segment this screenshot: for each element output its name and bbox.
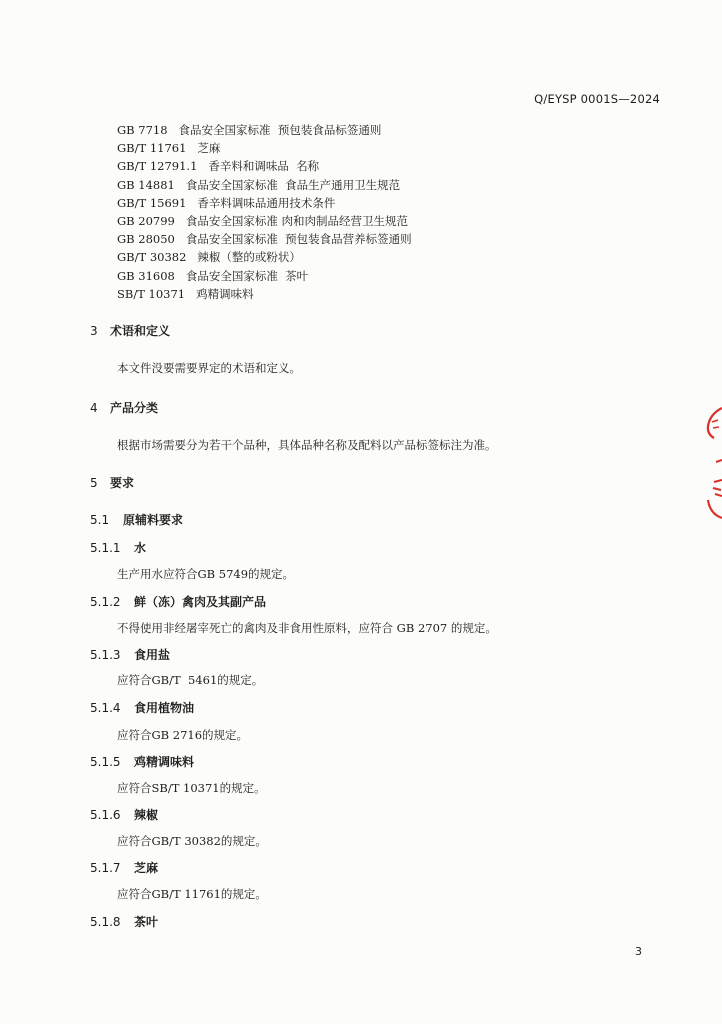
section-number: 5.1.8 <box>90 915 121 929</box>
section-5-1-1-heading <box>90 539 146 556</box>
reference-item: GB/T 30382 辣椒（整的或粉状） <box>117 250 301 265</box>
section-5-heading <box>90 474 134 491</box>
reference-item: SB/T 10371 鸡精调味料 <box>117 286 254 301</box>
section-title: 产品分类 <box>110 401 159 415</box>
reference-item: GB/T 15691 香辛料调味品通用技术条件 <box>117 195 336 210</box>
section-number: 5.1 <box>90 513 110 527</box>
section-5-1-5-heading <box>90 753 194 770</box>
section-number: 5.1.5 <box>90 755 121 769</box>
reference-item: GB 20799 食品安全国家标准 肉和肉制品经营卫生规范 <box>117 214 408 229</box>
section-5-1-2-heading <box>90 593 266 610</box>
section-number: 5.1.4 <box>90 701 121 715</box>
reference-item: GB/T 12791.1 香辛料和调味品 名称 <box>117 159 320 174</box>
seal-stamp-fragment <box>702 400 722 520</box>
section-4-heading <box>90 399 158 416</box>
section-3-text: 本文件没要需要界定的术语和定义。 <box>117 361 301 375</box>
section-title: 鲜（冻）禽肉及其副产品 <box>134 595 267 609</box>
section-title: 辣椒 <box>134 808 159 822</box>
section-title: 茶叶 <box>134 915 159 929</box>
section-5-1-4-heading <box>90 699 194 716</box>
section-title: 食用植物油 <box>134 701 195 715</box>
section-number: 5.1.3 <box>90 648 121 662</box>
reference-item: GB 31608 食品安全国家标准 茶叶 <box>117 268 309 283</box>
section-number: 4 <box>90 401 98 415</box>
section-title: 术语和定义 <box>110 324 171 338</box>
reference-item: GB 14881 食品安全国家标准 食品生产通用卫生规范 <box>117 177 401 192</box>
section-number: 5.1.2 <box>90 595 121 609</box>
section-5-1-6-heading <box>90 806 158 823</box>
section-3-heading <box>90 322 170 339</box>
section-title: 原辅料要求 <box>123 513 184 527</box>
section-title: 水 <box>134 541 147 555</box>
section-5-1-7-heading <box>90 859 158 876</box>
section-number: 5 <box>90 476 98 490</box>
section-5-1-6-text: 应符合GB/T 30382的规定。 <box>117 834 267 848</box>
reference-item: GB/T 11761 芝麻 <box>117 141 221 156</box>
section-title: 鸡精调味料 <box>134 755 195 769</box>
section-5-1-1-text: 生产用水应符合GB 5749的规定。 <box>117 567 295 581</box>
section-number: 3 <box>90 324 98 338</box>
normative-references-list <box>117 121 412 303</box>
section-5-1-heading <box>90 511 183 528</box>
reference-item: GB 28050 食品安全国家标准 预包装食品营养标签通则 <box>117 232 412 247</box>
reference-item: GB 7718 食品安全国家标准 预包装食品标签通则 <box>117 123 382 137</box>
section-5-1-2-text: 不得使用非经屠宰死亡的禽肉及非食用性原料，应符合 GB 2707 的规定。 <box>117 621 497 635</box>
section-5-1-5-text: 应符合SB/T 10371的规定。 <box>117 781 266 795</box>
section-title: 食用盐 <box>134 648 171 662</box>
section-number: 5.1.6 <box>90 808 121 822</box>
section-title: 芝麻 <box>134 861 159 875</box>
section-5-1-3-text: 应符合GB/T 5461的规定。 <box>117 673 264 687</box>
section-5-1-8-heading <box>90 913 158 930</box>
page-number: 3 <box>635 945 642 958</box>
section-title: 要求 <box>110 476 135 490</box>
section-5-1-7-text: 应符合GB/T 11761的规定。 <box>117 887 267 901</box>
section-4-text: 根据市场需要分为若干个品种，具体品种名称及配料以产品标签标注为准。 <box>117 438 497 452</box>
section-5-1-4-text: 应符合GB 2716的规定。 <box>117 728 249 742</box>
section-number: 5.1.7 <box>90 861 121 875</box>
section-5-1-3-heading <box>90 646 170 663</box>
section-number: 5.1.1 <box>90 541 121 555</box>
document-code: Q/EYSP 0001S—2024 <box>534 92 660 106</box>
